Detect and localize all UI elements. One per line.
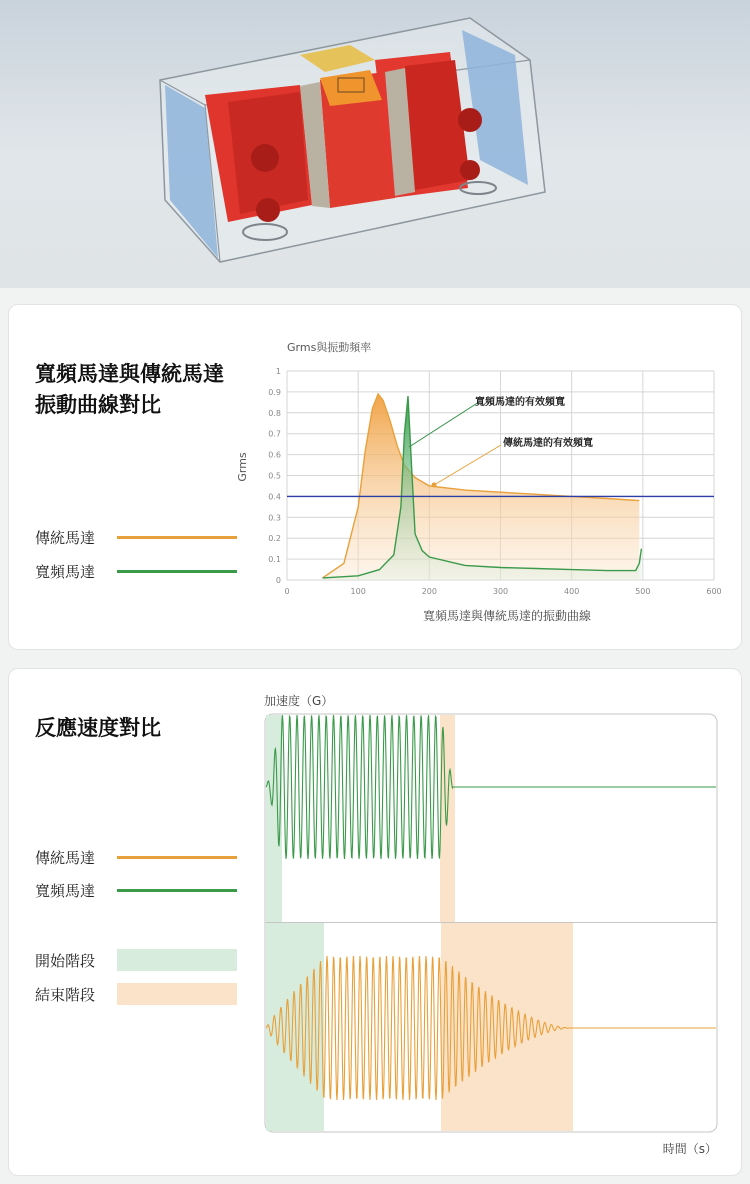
legend-label: 傳統馬達	[35, 529, 96, 547]
response-speed-chart	[9, 669, 743, 1177]
x-tick-label: 400	[564, 587, 580, 596]
motor-render-image	[0, 0, 750, 288]
x-tick-label: 300	[492, 587, 509, 596]
annotation-dot	[432, 483, 437, 488]
legend-label: 結束階段	[35, 985, 96, 1004]
response-speed-card	[8, 668, 742, 1176]
section2-title: 反應速度對比	[35, 716, 161, 740]
motor-illustration	[0, 0, 750, 288]
x-axis-label: 時間（s）	[662, 1142, 717, 1156]
y-tick-label: 0.5	[268, 471, 281, 481]
y-tick-label: 0.2	[268, 534, 281, 544]
x-tick-label: 100	[350, 587, 366, 596]
y-tick-label: 0	[275, 576, 281, 585]
grms-frequency-chart	[9, 305, 743, 651]
x-tick-label: 200	[421, 587, 437, 596]
x-tick-labels	[284, 587, 721, 596]
legend-label: 傳統馬達	[35, 849, 96, 867]
legend-label: 寬頻馬達	[35, 882, 96, 900]
annotation-wideband: 寬頻馬達的有效頻寬	[475, 397, 565, 408]
legend-label: 寬頻馬達	[35, 563, 96, 581]
y-tick-label: 0.8	[268, 408, 281, 418]
y-axis-label: Grms	[236, 452, 249, 482]
chart-title: Grms與振動頻率	[287, 341, 372, 354]
y-tick-label: 0.6	[268, 450, 281, 460]
vibration-curve-card	[8, 304, 742, 650]
section1-title-line1: 寬頻馬達與傳統馬達	[35, 362, 224, 386]
section1-title-line2: 振動曲線對比	[35, 393, 161, 417]
x-tick-label: 0	[284, 587, 290, 596]
x-axis-label: 寬頻馬達與傳統馬達的振動曲線	[422, 609, 592, 623]
y-tick-label: 0.3	[268, 513, 281, 523]
annotation-traditional: 傳統馬達的有效頻寬	[503, 438, 593, 449]
y-tick-label: 0.7	[268, 429, 281, 439]
annotation-pointer-traditional	[434, 445, 501, 485]
y-tick-label: 0.9	[268, 387, 281, 397]
x-tick-label: 600	[706, 587, 722, 596]
x-tick-label: 500	[635, 587, 651, 596]
annotation-pointer-wideband	[409, 402, 479, 447]
y-tick-label: 1	[275, 367, 281, 376]
y-axis-label: 加速度（G）	[264, 694, 334, 708]
legend-label: 開始階段	[35, 951, 96, 970]
y-tick-labels	[268, 367, 281, 585]
y-tick-label: 0.1	[268, 555, 281, 565]
y-tick-label: 0.4	[268, 492, 281, 502]
